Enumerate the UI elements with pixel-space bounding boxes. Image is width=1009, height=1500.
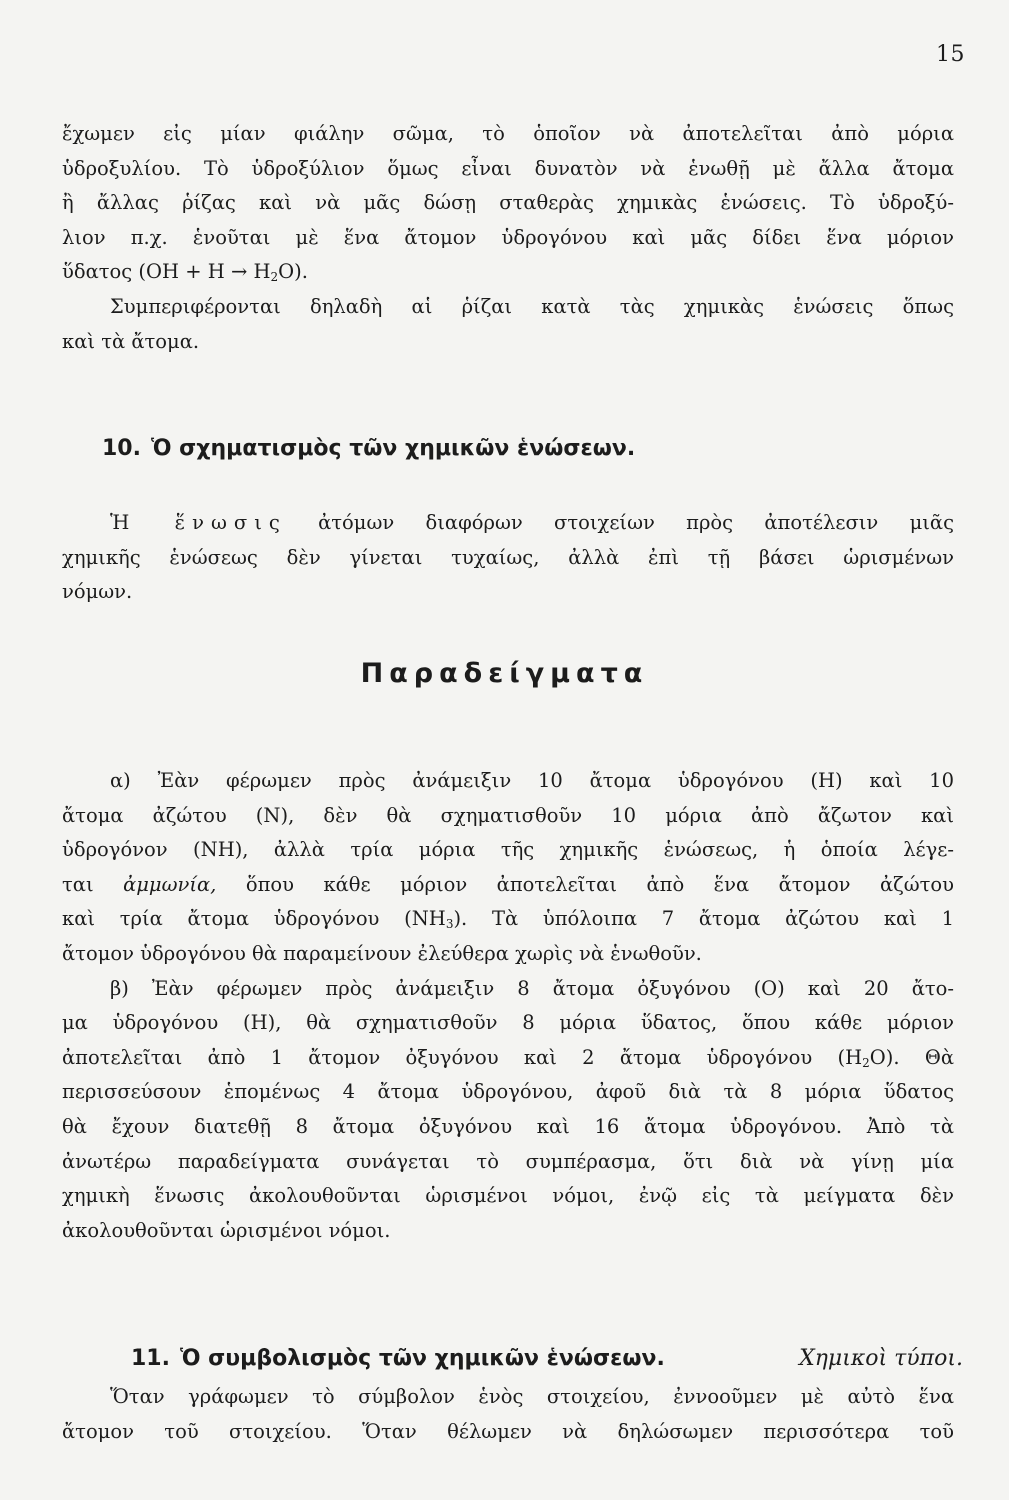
section-title: Ὁ συμβολισμὸς τῶν χημικῶν ἑνώσεων. [179,1346,665,1371]
text-line: ἢ ἄλλας ῥίζας καὶ νὰ μᾶς δώσῃ σταθερὰς χημικὰς ἑνώσεις. Τὸ ὑδροξύ- [62,191,954,215]
section-number: 10. [102,436,141,461]
examples-title: Παραδείγματα [360,658,649,689]
text-line: χημικὴ ἕνωσις ἀκολουθοῦνται ὡρισμένοι νόμοι, ἐνῷ εἰς τὰ μείγματα δὲν [62,1184,954,1208]
page-number: 15 [936,42,965,67]
text-line: νόμων. [62,580,133,604]
text-line: ται ἀμμωνία, ὅπου κάθε μόριον ἀποτελεῖται ἀπὸ ἕνα ἄτομον ἀζώτου [62,872,955,896]
text-line: Συμπεριφέρονται δηλαδὴ αἱ ῥίζαι κατὰ τὰς χημικὰς ἑνώσεις ὅπως [110,294,954,318]
text-line: ἄτομα ἀζώτου (N), δὲν θὰ σχηματισθοῦν 10 μόρια ἀπὸ ἄζωτον καὶ [62,803,954,827]
text-line: καὶ τὰ ἄτομα. [62,329,200,353]
section-10-heading [102,436,635,461]
text-line: ἀκολουθοῦνται ὡρισμένοι νόμοι. [62,1218,391,1242]
examples-paragraph [62,764,954,1248]
text-line: λιον π.χ. ἑνοῦται μὲ ἕνα ἄτομον ὑδρογόνου καὶ μᾶς δίδει ἕνα μόριον [62,225,954,249]
section-11-paragraph [62,1380,954,1449]
text-line: β) Ἐὰν φέρωμεν πρὸς ἀνάμειξιν 8 ἄτομα ὀξυγόνου (O) καὶ 20 ἄτο- [110,976,954,1000]
text-line: ἔχωμεν εἰς μίαν φιάλην σῶμα, τὸ ὁποῖον νὰ ἀποτελεῖται ἀπὸ μόρια [62,122,954,145]
intro-paragraph [62,117,954,359]
section-number: 11. [131,1346,170,1371]
section-11-heading [131,1346,963,1371]
formula-line: ἀποτελεῖται ἀπὸ 1 ἄτομον ὀξυγόνου καὶ 2 ἄτομα ὑδρογόνου $(H_2O)$. Θὰ [62,1045,954,1070]
section-10-paragraph [62,506,954,610]
section-subtitle: Χημικοὶ τύποι. [799,1346,963,1371]
term-ammonia: ἀμμωνία, [123,872,217,896]
emphasized-word: Ἡ ἕνωσις [110,511,287,534]
formula-line: καὶ τρία ἄτομα ὑδρογόνου $(NH_3)$. Τὰ ὑπόλοιπα 7 ἄτομα ἀζώτου καὶ 1 [62,907,954,932]
text-line: ὑδροξυλίου. Τὸ ὑδροξύλιον ὅμως εἶναι δυνατὸν νὰ ἑνωθῇ μὲ ἄλλα ἄτομα [62,156,954,180]
text-line: α) Ἐὰν φέρωμεν πρὸς ἀνάμειξιν 10 ἄτομα ὑδρογόνου (H) καὶ 10 [110,769,954,792]
text-line: Ἡ ἕνωσις ἀτόμων διαφόρων στοιχείων πρὸς ἀποτέλεσιν μιᾶς [110,511,954,534]
text-line: Ὅταν γράφωμεν τὸ σύμβολον ἑνὸς στοιχείου, ἐννοοῦμεν μὲ αὐτὸ ἕνα [110,1385,954,1408]
text-line: ἄτομον τοῦ στοιχείου. Ὅταν θέλωμεν νὰ δηλώσωμεν περισσότερα τοῦ [62,1419,954,1443]
text-line: ἄτομον ὑδρογόνου θὰ παραμείνουν ἐλεύθερα χωρὶς νὰ ἑνωθοῦν. [62,941,702,965]
section-title: Ὁ σχηματισμὸς τῶν χημικῶν ἑνώσεων. [150,436,636,461]
text-line: θὰ ἔχουν διατεθῇ 8 ἄτομα ὀξυγόνου καὶ 16 ἄτομα ὑδρογόνου. Ἀπὸ τὰ [62,1114,954,1138]
text-line: χημικῆς ἑνώσεως δὲν γίνεται τυχαίως, ἀλλὰ ἐπὶ τῇ βάσει ὡρισμένων [62,545,954,569]
text-line: ὑδρογόνον (NH), ἀλλὰ τρία μόρια τῆς χημικῆς ἑνώσεως, ἡ ὁποία λέγε- [62,838,954,862]
text-line: μα ὑδρογόνου (H), θὰ σχηματισθοῦν 8 μόρια ὕδατος, ὅπου κάθε μόριον [62,1011,954,1035]
text-line: περισσεύσουν ἑπομένως 4 ἄτομα ὑδρογόνου, ἀφοῦ διὰ τὰ 8 μόρια ὕδατος [62,1080,954,1104]
text-line: ἀνωτέρω παραδείγματα συνάγεται τὸ συμπέρασμα, ὅτι διὰ νὰ γίνῃ μία [62,1149,954,1173]
formula-line: ὕδατος $(OH + H \to H_2O)$. [62,260,308,285]
